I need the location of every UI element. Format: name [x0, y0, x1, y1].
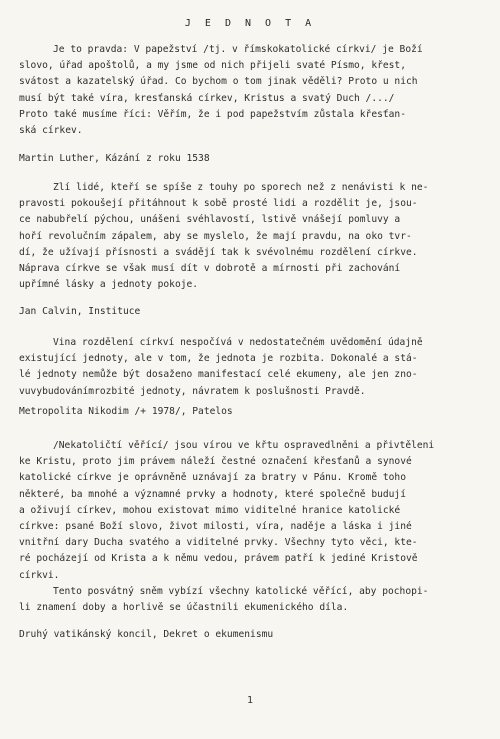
text-line: Proto také musíme říci: Věřím, že i pod papežstvím zůstala křesťan-	[19, 108, 406, 120]
text-line: Tento posvátný sněm vybízí všechny katolické věřící, aby pochopi-	[53, 585, 429, 597]
text-line: církvi.	[19, 569, 60, 581]
quote-calvin	[19, 180, 481, 293]
text-line: hoří revolučním zápalem, aby se myslelo, že mají pravdu, na oko tvr-	[19, 230, 412, 242]
text-line: musí být také víra, kresťanská církev, Kristus a svatý Duch /.../	[19, 92, 395, 104]
text-line: li znamení doby a horlivě se účastnili ekumenického díla.	[19, 601, 349, 613]
attribution-luther: Martin Luther, Kázání z roku 1538	[19, 153, 210, 164]
text-line: upřímné lásky a jednoty pokoje.	[19, 279, 199, 291]
text-line: církve: psané Boží slovo, život milosti, víra, naděje a láska i jiné	[19, 520, 412, 532]
text-line: Náprava církve se však musí dít v dobrotě a mírnosti při zachování	[19, 262, 401, 274]
text-line: některé, ba mnohé a významné prvky a hodnoty, které společně budují	[19, 488, 406, 500]
text-line: lé jednoty nemůže být dosaženo manifestací celé ekumeny, ale jen zno-	[19, 369, 418, 381]
text-line: ré pocházejí od Krista a k němu vedou, právem patří k jediné Kristově	[19, 553, 418, 565]
quote-luther	[19, 42, 481, 139]
text-line: svátost a kazatelský úřad. Co bychom o tom jinak věděli? Proto u nich	[19, 76, 418, 88]
text-line: Zlí lidé, kteří se spíše z touhy po sporech než z nenávisti k ne-	[53, 182, 429, 193]
text-line: vuvybudovánímrozbité jednoty, návratem k poslušnosti Pravdě.	[19, 385, 366, 397]
attribution-vatican: Druhý vatikánský koncil, Dekret o ekumenismu	[19, 629, 274, 640]
quote-nikodim	[19, 335, 481, 400]
text-line: vnitřní dary Ducha svatého a viditelné prvky. Všechny tyto věci, kte-	[19, 537, 418, 549]
text-line: existující jednoty, ale v tom, že jednota je rozbita. Dokonalé a stá-	[19, 353, 418, 365]
text-line: slovo, úřad apoštolů, a my jsme od nich přijeli svaté Písmo, křest,	[19, 60, 406, 72]
text-line: katolické církve je oprávněně uznávají za bratry v Pánu. Kromě toho	[19, 472, 406, 484]
text-line: pravosti pokoušejí přitáhnout k sobě prosté lidi a rozdělit je, jsou-	[19, 198, 418, 210]
text-line: dí, že užívají přísnosti a svádějí tak k svévolnému rozdělení církve.	[19, 246, 418, 258]
page-number: 1	[246, 695, 254, 706]
attribution-nikodim: Metropolita Nikodim /+ 1978/, Patelos	[19, 406, 233, 417]
text-line: Je to pravda: V papežství /tj. v římskokatolické církvi/ je Boží	[53, 44, 423, 55]
text-line: ke Kristu, proto jim právem náleží čestné označení křesťanů a synové	[19, 456, 412, 468]
text-line: a oživují církev, mohou existovat mimo viditelné hranice katolické	[19, 504, 401, 516]
text-line: ce nabubřelí pýchou, unášeni svéhlavostí, lstivě vnášejí pomluvy a	[19, 214, 401, 226]
text-line: /Nekatoličtí věřící/ jsou vírou ve křtu ospravedlněni a přivtěleni	[53, 440, 435, 451]
text-line: Vina rozdělení církví nespočívá v nedostatečném uvědomění údajně	[53, 337, 423, 348]
text-line: ská církev.	[19, 124, 83, 136]
page-title: J E D N O T A	[184, 18, 316, 29]
quote-vatican	[19, 438, 481, 616]
attribution-calvin: Jan Calvin, Instituce	[19, 306, 141, 317]
